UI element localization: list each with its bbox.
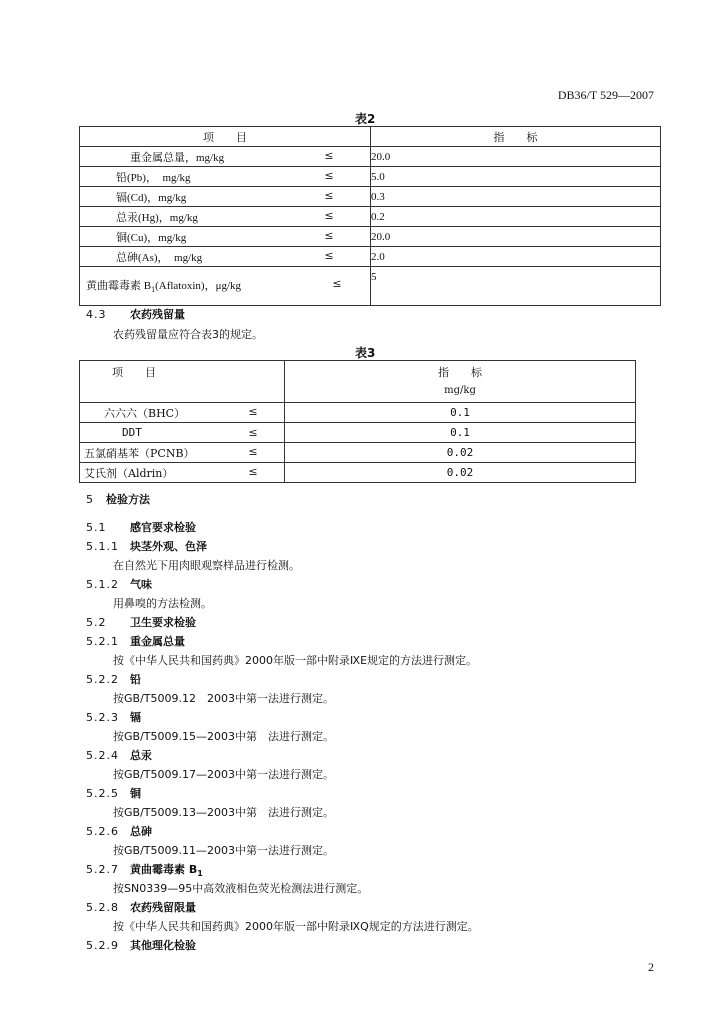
table3-caption: 表3	[355, 346, 376, 360]
table-row	[80, 463, 636, 483]
row-label: 总砷(As)， mg/kg	[116, 251, 203, 264]
row-label: 镉(Cd)，mg/kg	[116, 191, 187, 204]
table-row	[80, 167, 661, 187]
row-operator: ≤	[324, 188, 334, 202]
row-operator: ≤	[248, 426, 258, 439]
section-text: 按GB/T5009.11—2003中第一法进行测定。	[113, 844, 334, 857]
section-text: 按SN0339—95中高效液相色荧光检测法进行测定。	[113, 882, 369, 895]
row-operator: ≤	[324, 148, 334, 162]
row-label: DDT	[122, 426, 142, 439]
section-heading: 5 检验方法	[86, 493, 150, 506]
table2-caption: 表2	[355, 112, 376, 126]
table-row	[80, 267, 661, 306]
row-label: 铜(Cu)，mg/kg	[116, 231, 187, 244]
section-heading: 5.2 卫生要求检验	[86, 616, 196, 629]
aflatoxin-label: 黄曲霉毒素 B	[86, 280, 152, 293]
section-title: 农药残留量	[130, 308, 185, 321]
row-value: 0.3	[371, 187, 661, 207]
table-header-index: 指 标	[371, 127, 661, 147]
row-value: 0.02	[285, 443, 636, 463]
section-heading: 5.2.6 总砷	[86, 825, 152, 838]
table-row	[80, 207, 661, 227]
table-row	[80, 147, 661, 167]
index-unit: mg/kg	[444, 384, 476, 396]
row-label	[86, 277, 241, 294]
section-heading	[86, 306, 185, 322]
table-row	[80, 247, 661, 267]
row-operator: ≤	[248, 464, 258, 478]
section-heading: 5.2.5 铜	[86, 787, 141, 800]
row-value: 2.0	[371, 247, 661, 267]
row-label: 重金属总量，mg/kg	[130, 151, 225, 164]
section-text: 按《中华人民共和国药典》2000年版一部中附录ⅨE规定的方法进行测定。	[113, 654, 478, 667]
section-heading: 5.2.9 其他理化检验	[86, 939, 196, 952]
row-label: 六六六（BHC）	[104, 406, 186, 420]
section-heading: 5.1.1 块茎外观、色泽	[86, 540, 207, 553]
row-operator: ≤	[332, 277, 342, 291]
page-number: 2	[648, 960, 654, 974]
table-header-row	[80, 361, 636, 403]
row-value: 0.02	[285, 463, 636, 483]
section-text: 按GB/T5009.17—2003中第一法进行测定。	[113, 768, 334, 781]
table-row	[80, 403, 636, 423]
row-value: 20.0	[371, 147, 661, 167]
row-value: 0.2	[371, 207, 661, 227]
row-operator: ≤	[248, 404, 258, 418]
row-operator: ≤	[324, 248, 334, 262]
table-header-row	[80, 127, 661, 147]
table3	[79, 360, 636, 483]
row-label: 总汞(Hg)，mg/kg	[116, 211, 198, 224]
table-row	[80, 423, 636, 443]
row-operator: ≤	[248, 444, 258, 458]
row-value: 5	[371, 267, 661, 306]
row-label: 五氯硝基苯（PCNB）	[84, 446, 195, 460]
section-heading: 5.1 感官要求检验	[86, 521, 196, 534]
section-heading: 5.1.2 气味	[86, 578, 152, 591]
row-value: 0.1	[285, 403, 636, 423]
row-label: 铅(Pb)， mg/kg	[116, 171, 191, 184]
row-label: 艾氏剂（Aldrin）	[84, 466, 174, 480]
table-header-item: 项 目	[80, 361, 285, 403]
row-operator: ≤	[324, 208, 334, 222]
section-heading: 5.2.7 黄曲霉毒素 $B_1$	[86, 863, 203, 879]
section-heading: 5.2.8 农药残留限量	[86, 901, 196, 914]
section-heading: 5.2.2 铅	[86, 673, 141, 686]
row-value: 20.0	[371, 227, 661, 247]
table2	[79, 126, 661, 306]
aflatoxin-label-tail: (Aflatoxin)，μg/kg	[155, 280, 242, 293]
section-heading: 5.2.3 镉	[86, 711, 141, 724]
section-text: 用鼻嗅的方法检测。	[113, 597, 212, 610]
aflatoxin-subscript: 1	[151, 285, 156, 295]
b1-subscript: 1	[197, 869, 203, 879]
section-text: 按GB/T5009.13—2003中第 法进行测定。	[113, 806, 334, 819]
row-value: 0.1	[285, 423, 636, 443]
table-row	[80, 443, 636, 463]
table-row	[80, 227, 661, 247]
row-value: 5.0	[371, 167, 661, 187]
section-number: 4.3	[86, 308, 107, 321]
standard-code: DB36/T 529—2007	[557, 88, 654, 102]
row-operator: ≤	[324, 168, 334, 182]
section-heading: 5.2.1 重金属总量	[86, 635, 185, 648]
section-text: 按《中华人民共和国药典》2000年版一部中附录ⅨQ规定的方法进行测定。	[113, 920, 479, 933]
section-text: 按GB/T5009.12 2003中第一法进行测定。	[113, 692, 334, 705]
section-heading: 5.2.4 总汞	[86, 749, 152, 762]
row-operator: ≤	[324, 228, 334, 242]
section-text: 在自然光下用肉眼观察样品进行检测。	[113, 559, 300, 572]
section-text: 按GB/T5009.15—2003中第 法进行测定。	[113, 730, 334, 743]
table-header-item: 项 目	[80, 127, 371, 147]
table-header-index	[285, 361, 636, 403]
section-text: 农药残留量应符合表3的规定。	[113, 328, 263, 341]
table-row	[80, 187, 661, 207]
index-label: 指 标	[438, 365, 482, 379]
